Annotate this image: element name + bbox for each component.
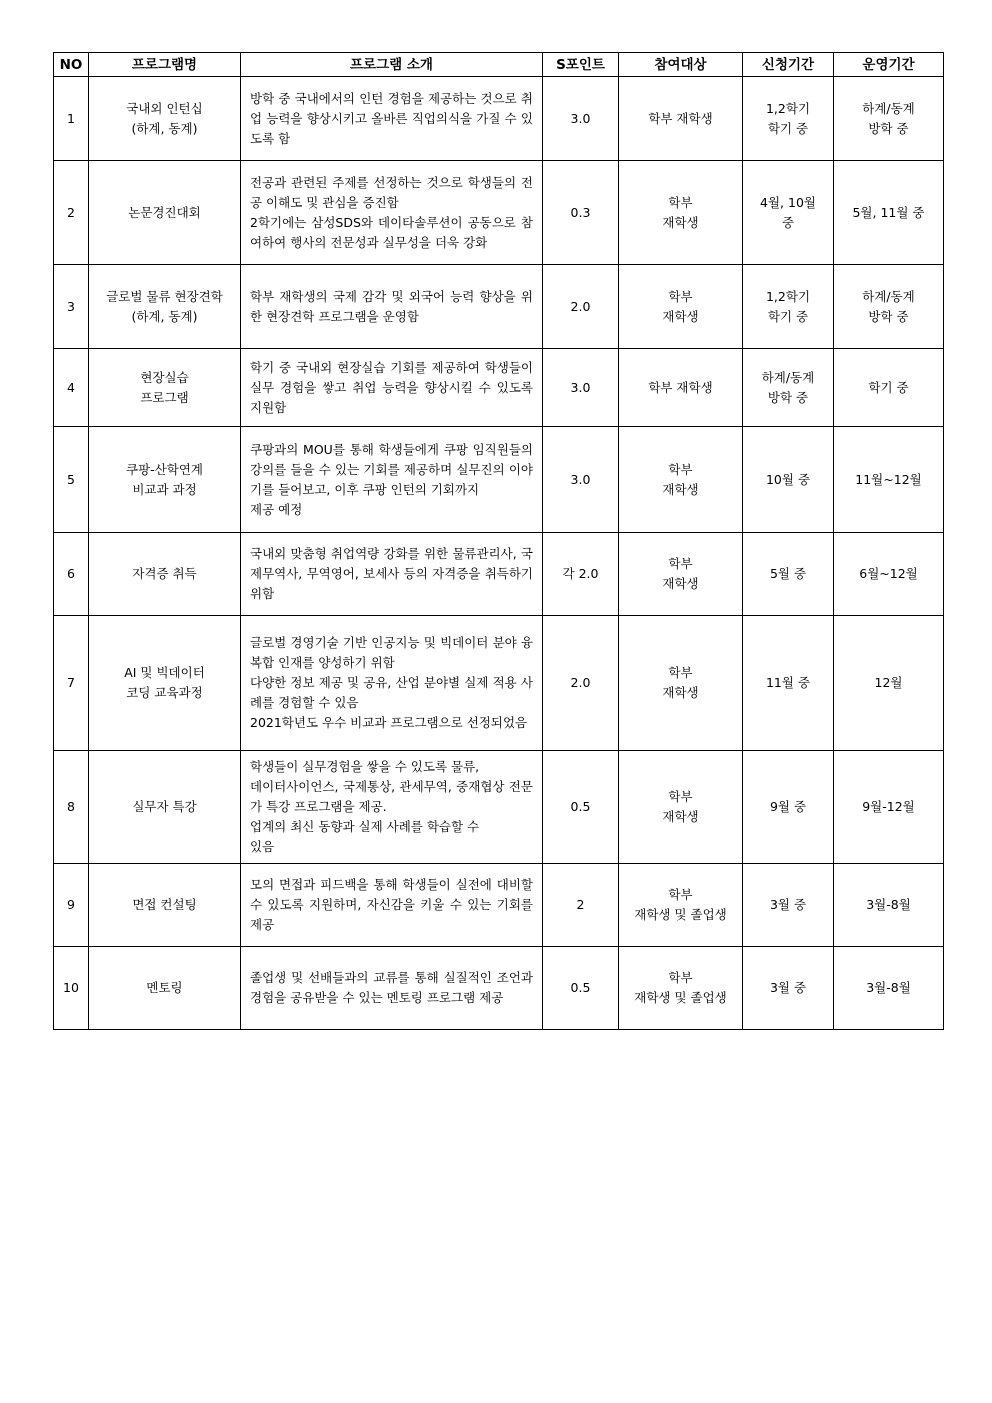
operating-period: 5월, 11월 중: [834, 161, 944, 265]
row-no: 10: [54, 947, 89, 1030]
s-point: 3.0: [543, 427, 619, 533]
target: 학부 재학생: [619, 349, 743, 427]
program-intro: 국내외 맞춤형 취업역량 강화를 위한 물류관리사, 국제무역사, 무역영어, 보세사 등의 자격증을 취득하기 위함: [241, 533, 543, 616]
table-row: [54, 77, 944, 161]
operating-period: 3월-8월: [834, 947, 944, 1030]
table-row: [54, 616, 944, 751]
program-intro: 쿠팡과의 MOU를 통해 학생들에게 쿠팡 임직원들의 강의를 들을 수 있는 기회를 제공하며 실무진의 이야기를 들어보고, 이후 쿠팡 인턴의 기회까지 제공 예정: [241, 427, 543, 533]
s-point: 0.5: [543, 947, 619, 1030]
operating-period: 12월: [834, 616, 944, 751]
table-row: [54, 161, 944, 265]
operating-period: 11월~12월: [834, 427, 944, 533]
program-name: 논문경진대회: [89, 161, 241, 265]
apply-period: 4월, 10월 중: [743, 161, 834, 265]
row-no: 7: [54, 616, 89, 751]
apply-period: 9월 중: [743, 751, 834, 864]
program-name: 쿠팡-산학연계 비교과 과정: [89, 427, 241, 533]
program-table: [53, 52, 944, 1030]
target: 학부 재학생: [619, 77, 743, 161]
program-intro: 글로벌 경영기술 기반 인공지능 및 빅데이터 분야 융복합 인재를 양성하기 위함 다양한 정보 제공 및 공유, 산업 분야별 실제 적용 사례를 경험할 수 있음 2021학년도 우수 비교과 프로그램으로 선정되었음: [241, 616, 543, 751]
program-intro: 방학 중 국내에서의 인턴 경험을 제공하는 것으로 취업 능력을 향상시키고 올바른 직업의식을 가질 수 있도록 함: [241, 77, 543, 161]
table-row: [54, 265, 944, 349]
s-point: 2.0: [543, 616, 619, 751]
table-row: [54, 349, 944, 427]
program-name: 국내외 인턴십 (하계, 동계): [89, 77, 241, 161]
row-no: 6: [54, 533, 89, 616]
row-no: 5: [54, 427, 89, 533]
target: 학부 재학생: [619, 751, 743, 864]
program-name: 실무자 특강: [89, 751, 241, 864]
apply-period: 3월 중: [743, 864, 834, 947]
row-no: 4: [54, 349, 89, 427]
program-intro: 모의 면접과 피드백을 통해 학생들이 실전에 대비할 수 있도록 지원하며, 자신감을 키울 수 있는 기회를 제공: [241, 864, 543, 947]
s-point: 0.5: [543, 751, 619, 864]
row-no: 8: [54, 751, 89, 864]
apply-period: 5월 중: [743, 533, 834, 616]
row-no: 2: [54, 161, 89, 265]
table-row: [54, 864, 944, 947]
target: 학부 재학생: [619, 616, 743, 751]
target: 학부 재학생: [619, 265, 743, 349]
program-name: 면접 컨설팅: [89, 864, 241, 947]
row-no: 1: [54, 77, 89, 161]
operating-period: 3월-8월: [834, 864, 944, 947]
header-row: [54, 53, 944, 77]
header-s-point: S포인트: [543, 53, 619, 77]
operating-period: 6월~12월: [834, 533, 944, 616]
target: 학부 재학생: [619, 533, 743, 616]
table-row: [54, 533, 944, 616]
operating-period: 학기 중: [834, 349, 944, 427]
operating-period: 9월-12월: [834, 751, 944, 864]
program-name: AI 및 빅데이터 코딩 교육과정: [89, 616, 241, 751]
apply-period: 3월 중: [743, 947, 834, 1030]
target: 학부 재학생 및 졸업생: [619, 864, 743, 947]
target: 학부 재학생: [619, 161, 743, 265]
program-intro: 졸업생 및 선배들과의 교류를 통해 실질적인 조언과 경험을 공유받을 수 있는 멘토링 프로그램 제공: [241, 947, 543, 1030]
operating-period: 하계/동계 방학 중: [834, 265, 944, 349]
program-name: 자격증 취득: [89, 533, 241, 616]
row-no: 3: [54, 265, 89, 349]
apply-period: 11월 중: [743, 616, 834, 751]
table-row: [54, 947, 944, 1030]
target: 학부 재학생: [619, 427, 743, 533]
apply-period: 1,2학기 학기 중: [743, 77, 834, 161]
program-name: 현장실습 프로그램: [89, 349, 241, 427]
s-point: 3.0: [543, 349, 619, 427]
header-target: 참여대상: [619, 53, 743, 77]
table-row: [54, 751, 944, 864]
program-intro: 학부 재학생의 국제 감각 및 외국어 능력 향상을 위한 현장견학 프로그램을 운영함: [241, 265, 543, 349]
program-intro: 전공과 관련된 주제를 선정하는 것으로 학생들의 전공 이해도 및 관심을 증진함 2학기에는 삼성SDS와 데이타솔루션이 공동으로 참여하여 행사의 전문성과 실무성을 더욱 강화: [241, 161, 543, 265]
apply-period: 1,2학기 학기 중: [743, 265, 834, 349]
s-point: 각 2.0: [543, 533, 619, 616]
target: 학부 재학생 및 졸업생: [619, 947, 743, 1030]
program-name: 멘토링: [89, 947, 241, 1030]
operating-period: 하계/동계 방학 중: [834, 77, 944, 161]
apply-period: 하계/동계 방학 중: [743, 349, 834, 427]
header-program-intro: 프로그램 소개: [241, 53, 543, 77]
s-point: 3.0: [543, 77, 619, 161]
header-operating-period: 운영기간: [834, 53, 944, 77]
program-intro: 학생들이 실무경험을 쌓을 수 있도록 물류, 데이터사이언스, 국제통상, 관세무역, 중재협상 전문가 특강 프로그램을 제공. 업계의 최신 동향과 실제 사례를 학습할 수 있음: [241, 751, 543, 864]
s-point: 2.0: [543, 265, 619, 349]
program-name: 글로벌 물류 현장견학 (하계, 동계): [89, 265, 241, 349]
header-no: NO: [54, 53, 89, 77]
table-row: [54, 427, 944, 533]
program-intro: 학기 중 국내외 현장실습 기회를 제공하여 학생들이 실무 경험을 쌓고 취업 능력을 향상시킬 수 있도록 지원함: [241, 349, 543, 427]
s-point: 0.3: [543, 161, 619, 265]
row-no: 9: [54, 864, 89, 947]
header-program-name: 프로그램명: [89, 53, 241, 77]
header-apply-period: 신청기간: [743, 53, 834, 77]
s-point: 2: [543, 864, 619, 947]
apply-period: 10월 중: [743, 427, 834, 533]
